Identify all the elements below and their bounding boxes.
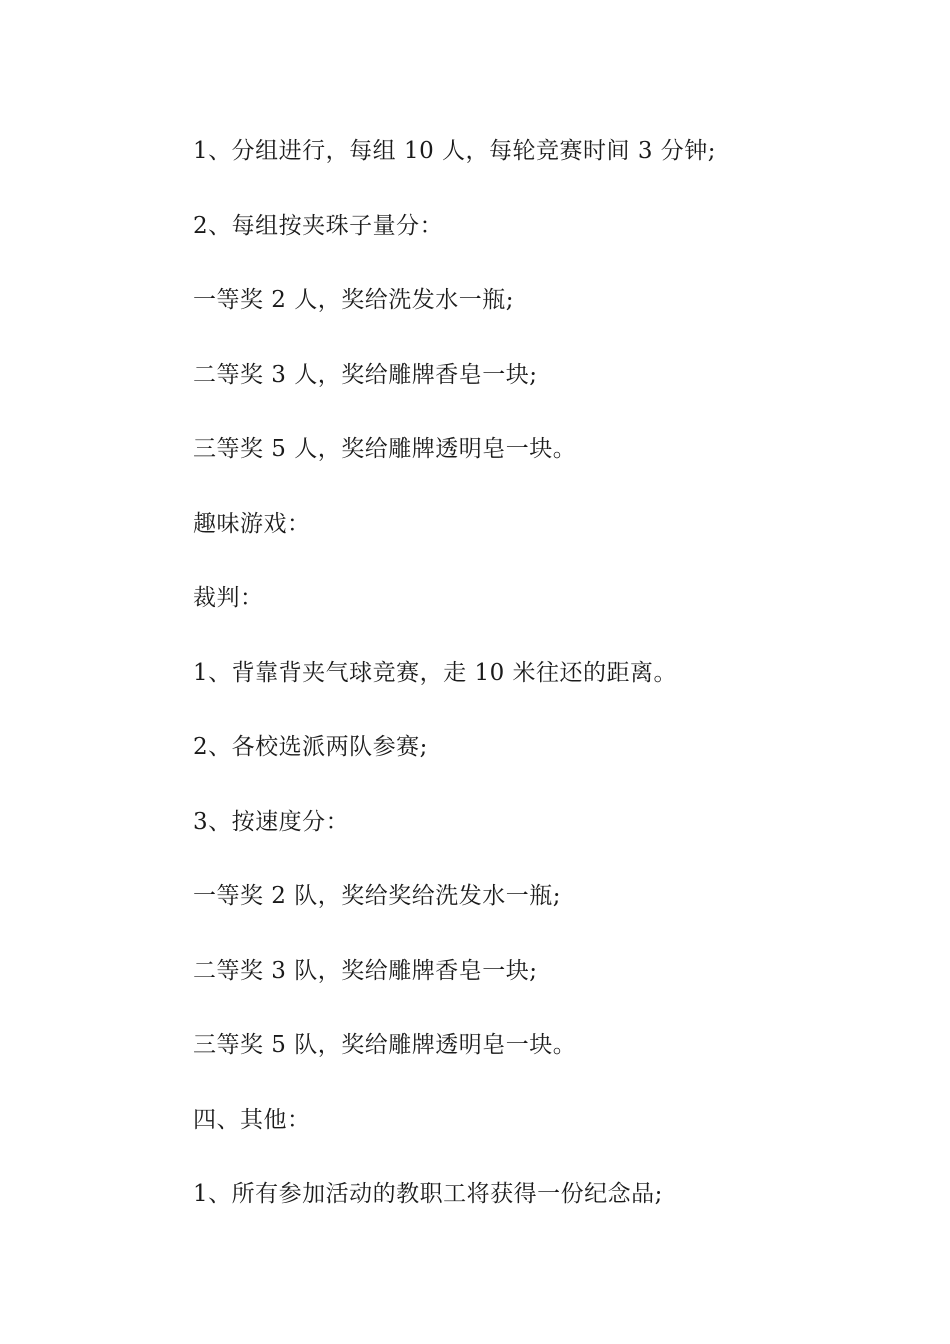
paragraph-line: 2、各校选派两队参赛; (193, 734, 428, 760)
paragraph-line: 三等奖 5 人，奖给雕牌透明皂一块。 (193, 436, 577, 462)
paragraph-line: 一等奖 2 队，奖给奖给洗发水一瓶; (193, 883, 562, 909)
section-heading: 趣味游戏： (193, 510, 311, 537)
paragraph-line: 3、按速度分： (193, 808, 350, 835)
paragraph-line: 1、所有参加活动的教职工将获得一份纪念品; (193, 1181, 663, 1207)
paragraph-line: 1、背靠背夹气球竞赛，走 10 米往还的距离。 (193, 659, 678, 686)
paragraph-line: 一等奖 2 人，奖给洗发水一瓶; (193, 287, 515, 313)
paragraph-line: 三等奖 5 队，奖给雕牌透明皂一块。 (193, 1032, 577, 1058)
paragraph-line: 二等奖 3 队，奖给雕牌香皂一块; (193, 957, 538, 984)
paragraph-line: 二等奖 3 人，奖给雕牌香皂一块; (193, 361, 538, 388)
paragraph-line: 裁判： (193, 585, 264, 611)
document-body (193, 133, 813, 1251)
paragraph-line: 2、每组按夹珠子量分： (193, 212, 444, 239)
paragraph-line: 1、分组进行，每组 10 人，每轮竞赛时间 3 分钟; (193, 138, 717, 164)
section-heading: 四、其他： (193, 1106, 311, 1133)
